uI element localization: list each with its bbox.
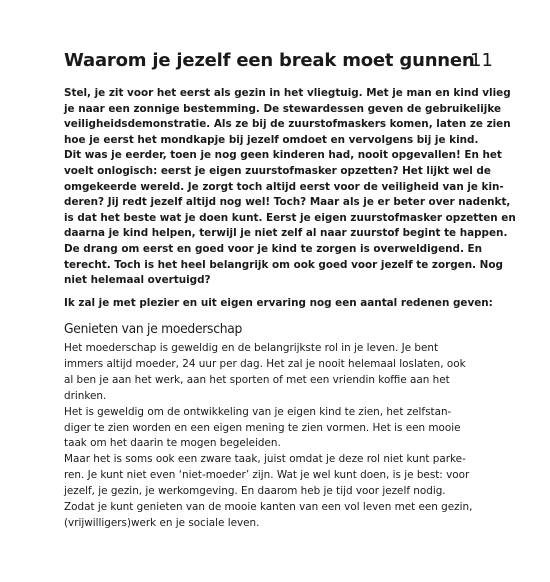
intro-line: De drang om eerst en goed voor je kind te zorgen is overweldigend. En bbox=[64, 242, 483, 255]
section-heading: Genieten van je moederschap bbox=[64, 322, 243, 337]
intro-line: voelt onlogisch: eerst je eigen zuurstofmasker opzetten? Het lijkt wel de bbox=[64, 164, 491, 177]
intro-line: Stel, je zit voor het eerst als gezin in het vliegtuig. Met je man en kind vlieg bbox=[64, 87, 511, 99]
intro-line: terecht. Toch is het heel belangrijk om ook goed voor jezelf te zorgen. Nog bbox=[64, 258, 503, 271]
body-line: Zodat je kunt genieten van de mooie kanten van een vol leven met een gezin, bbox=[64, 501, 473, 514]
body-line: Het moederschap is geweldig en de belangrijkste rol in je leven. Je bent bbox=[64, 342, 439, 354]
intro-paragraph bbox=[64, 86, 516, 289]
page-number: 11 bbox=[470, 50, 493, 71]
body-line: drinken. bbox=[64, 389, 107, 402]
lead-sentence: Ik zal je met plezier en uit eigen ervaring nog een aantal redenen geven: bbox=[64, 297, 493, 309]
chapter-title: Waarom je jezelf een break moet gunnen bbox=[64, 50, 475, 71]
section-body bbox=[64, 341, 484, 532]
intro-line: deren? Jij redt jezelf altijd nog wel! Toch? Maar als je er beter over nadenkt, bbox=[64, 196, 511, 209]
body-line: (vrijwilligers)werk en je sociale leven. bbox=[64, 516, 260, 529]
body-line: al ben je aan het werk, aan het sporten of met een vriendin koffie aan het bbox=[64, 373, 450, 386]
body-line: Maar het is soms ook een zware taak, juist omdat je deze rol niet kunt parke- bbox=[64, 453, 466, 466]
intro-line: omgekeerde wereld. Je zorgt toch altijd eerst voor de veiligheid van je kin- bbox=[64, 180, 504, 193]
intro-line: Dit was je eerder, toen je nog geen kinderen had, nooit opgevallen! En het bbox=[64, 149, 502, 162]
intro-line: niet helemaal overtuigd? bbox=[64, 274, 211, 287]
intro-line: daarna je kind helpen, terwijl je niet zelf al naar zuurstof begint te happen. bbox=[64, 227, 508, 240]
intro-line: je naar een zonnige bestemming. De stewardessen geven de gebruikelijke bbox=[64, 102, 502, 115]
body-line: taak om het daarin te mogen begeleiden. bbox=[64, 437, 281, 450]
body-line: jezelf, je gezin, je werkomgeving. En daarom heb je tijd voor jezelf nodig. bbox=[64, 485, 446, 498]
body-line: diger te zien worden en een eigen mening te zien vormen. Het is een mooie bbox=[64, 421, 461, 434]
body-line: ren. Je kunt niet even ‘niet-moeder’ zijn. Wat je wel kunt doen, is je best: voor bbox=[64, 469, 470, 482]
intro-line: is dat het beste wat je doen kunt. Eerst je eigen zuurstofmasker opzetten en bbox=[64, 211, 516, 224]
intro-line: hoe je eerst het mondkapje bij jezelf omdoet en vervolgens bij je kind. bbox=[64, 133, 479, 146]
body-line: Het is geweldig om de ontwikkeling van je eigen kind te zien, het zelfstan- bbox=[64, 405, 452, 418]
body-line: immers altijd moeder, 24 uur per dag. Het zal je nooit helemaal loslaten, ook bbox=[64, 357, 466, 370]
intro-line: veiligheidsdemonstratie. Als ze bij de zuurstofmaskers komen, laten ze zien bbox=[64, 118, 511, 131]
